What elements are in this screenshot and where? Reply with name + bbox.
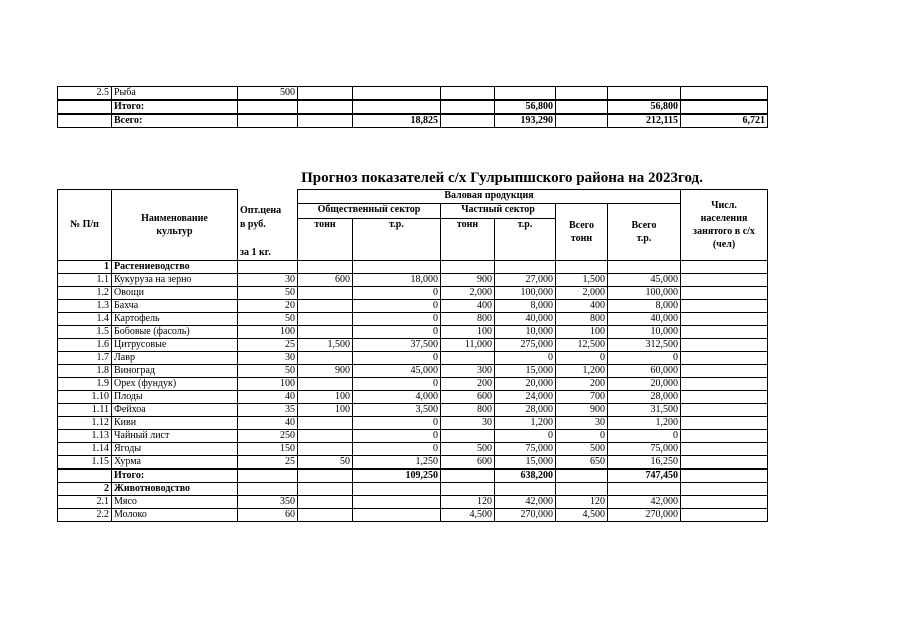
cell-num: 1.4 (58, 312, 112, 325)
cell-tot-r: 31,500 (608, 403, 681, 416)
cell-tot-r: 312,500 (608, 338, 681, 351)
header-total-tons-1: Всего (569, 219, 594, 231)
cell-priv-t (441, 469, 495, 483)
cell-priv-t: 400 (441, 299, 495, 312)
cell-priv-t: 30 (441, 416, 495, 429)
cell-pub-r: 0 (353, 299, 441, 312)
cell-name: Цитрусовые (112, 338, 238, 351)
cell-pub-t: 50 (298, 455, 353, 469)
table-row (58, 325, 768, 338)
cell-priv-t (441, 87, 495, 101)
header-total-rub-2: т.р. (636, 232, 652, 244)
cell-priv-t: 600 (441, 390, 495, 403)
cell-name: Фейхоа (112, 403, 238, 416)
cell-pub-t (298, 416, 353, 429)
cell-pub-t (298, 312, 353, 325)
cell-tot-t (556, 260, 608, 273)
cell-name: Плоды (112, 390, 238, 403)
cell-tot-t (556, 100, 608, 114)
forecast-body (58, 260, 768, 521)
cell-num: 1.5 (58, 325, 112, 338)
cell-priv-r: 10,000 (495, 325, 556, 338)
cell-num: 1.9 (58, 377, 112, 390)
cell-tot-r: 60,000 (608, 364, 681, 377)
cell-tot-r: 20,000 (608, 377, 681, 390)
cell-pub-r: 109,250 (353, 469, 441, 483)
cell-name: Животноводство (112, 482, 238, 495)
cell-pub-t: 100 (298, 390, 353, 403)
cell-pub-t (298, 299, 353, 312)
cell-price: 20 (238, 299, 298, 312)
cell-tot-t: 100 (556, 325, 608, 338)
cell-num: 1.7 (58, 351, 112, 364)
cell-tot-r: 8,000 (608, 299, 681, 312)
cell-pub-r (353, 87, 441, 101)
header-people-3: занятого в с/х (693, 225, 755, 237)
cell-price: 40 (238, 416, 298, 429)
cell-num: 1.11 (58, 403, 112, 416)
cell-priv-t: 2,000 (441, 286, 495, 299)
cell-pub-r: 0 (353, 377, 441, 390)
page-title: Прогноз показателей с/х Гулрыпшского района на 2023год. (301, 170, 703, 186)
cell-priv-r: 56,800 (495, 100, 556, 114)
cell-pub-r: 18,000 (353, 273, 441, 286)
header-total-rub-1: Всего (631, 219, 657, 231)
cell-priv-r: 270,000 (495, 508, 556, 521)
cell-num: 2.2 (58, 508, 112, 521)
top-summary-body (58, 87, 768, 128)
cell-name: Виноград (112, 364, 238, 377)
cell-price: 35 (238, 403, 298, 416)
cell-priv-t (441, 114, 495, 128)
cell-tot-t: 1,500 (556, 273, 608, 286)
cell-tot-t: 500 (556, 442, 608, 455)
cell-priv-t: 200 (441, 377, 495, 390)
cell-name: Бобовые (фасоль) (112, 325, 238, 338)
cell-priv-t: 800 (441, 403, 495, 416)
cell-priv-t: 300 (441, 364, 495, 377)
cell-priv-r: 638,200 (495, 469, 556, 483)
table-row (58, 351, 768, 364)
cell-num: 1.12 (58, 416, 112, 429)
cell-people (681, 495, 768, 508)
cell-priv-r: 28,000 (495, 403, 556, 416)
header-total-rub (608, 204, 681, 261)
cell-price: 500 (238, 87, 298, 101)
top-summary-table (57, 86, 768, 128)
cell-num: 1.3 (58, 299, 112, 312)
cell-pub-t (298, 351, 353, 364)
cell-tot-r: 28,000 (608, 390, 681, 403)
cell-people (681, 390, 768, 403)
header-public-tons: тонн (298, 218, 353, 260)
header-people-4: (чел) (712, 238, 736, 250)
cell-name: Всего: (112, 114, 238, 128)
table-row (58, 114, 768, 128)
cell-num: 1.6 (58, 338, 112, 351)
cell-price: 40 (238, 390, 298, 403)
cell-tot-r (608, 87, 681, 101)
cell-priv-r: 0 (495, 429, 556, 442)
cell-price: 150 (238, 442, 298, 455)
cell-priv-r: 15,000 (495, 455, 556, 469)
cell-tot-t: 800 (556, 312, 608, 325)
cell-tot-r: 0 (608, 429, 681, 442)
cell-pub-r: 0 (353, 286, 441, 299)
cell-name: Ягоды (112, 442, 238, 455)
cell-people (681, 325, 768, 338)
cell-pub-r: 0 (353, 442, 441, 455)
cell-people (681, 455, 768, 469)
table-row (58, 469, 768, 483)
cell-pub-r: 1,250 (353, 455, 441, 469)
cell-priv-t (441, 429, 495, 442)
header-public-rub: т.р. (353, 218, 441, 260)
cell-pub-t (298, 508, 353, 521)
table-row (58, 377, 768, 390)
cell-priv-r: 1,200 (495, 416, 556, 429)
cell-num: 2 (58, 482, 112, 495)
header-price-line2: в руб. (240, 218, 266, 230)
cell-priv-r: 20,000 (495, 377, 556, 390)
cell-priv-r: 40,000 (495, 312, 556, 325)
cell-tot-t: 700 (556, 390, 608, 403)
cell-pub-r: 45,000 (353, 364, 441, 377)
header-private-tons: тонн (441, 218, 495, 260)
cell-tot-r (608, 482, 681, 495)
cell-people (681, 377, 768, 390)
cell-people (681, 416, 768, 429)
cell-name: Орех (фундук) (112, 377, 238, 390)
cell-num: 1.13 (58, 429, 112, 442)
cell-num: 2.1 (58, 495, 112, 508)
table-row (58, 260, 768, 273)
cell-tot-t (556, 482, 608, 495)
cell-tot-t: 1,200 (556, 364, 608, 377)
cell-people (681, 260, 768, 273)
table-row (58, 364, 768, 377)
cell-price: 100 (238, 377, 298, 390)
cell-name: Картофель (112, 312, 238, 325)
cell-priv-t: 4,500 (441, 508, 495, 521)
cell-pub-t (298, 429, 353, 442)
cell-tot-r (608, 260, 681, 273)
table-row (58, 100, 768, 114)
cell-name: Хурма (112, 455, 238, 469)
header-total-tons (556, 204, 608, 261)
cell-tot-t: 0 (556, 351, 608, 364)
table-row (58, 286, 768, 299)
cell-pub-t (298, 114, 353, 128)
cell-pub-r: 37,500 (353, 338, 441, 351)
cell-name: Итого: (112, 469, 238, 483)
header-private: Частный сектор (441, 204, 556, 219)
cell-name: Мясо (112, 495, 238, 508)
cell-name: Овощи (112, 286, 238, 299)
cell-people (681, 286, 768, 299)
cell-price: 30 (238, 273, 298, 286)
cell-priv-r: 193,290 (495, 114, 556, 128)
cell-name: Рыба (112, 87, 238, 101)
cell-pub-r (353, 482, 441, 495)
cell-priv-t: 120 (441, 495, 495, 508)
cell-pub-r (353, 260, 441, 273)
header-row (58, 190, 768, 204)
cell-people (681, 338, 768, 351)
cell-people (681, 482, 768, 495)
cell-tot-t (556, 87, 608, 101)
header-num: № П/п (58, 190, 112, 261)
cell-pub-t (298, 495, 353, 508)
cell-people (681, 442, 768, 455)
table-row (58, 495, 768, 508)
cell-people (681, 403, 768, 416)
table-row (58, 338, 768, 351)
cell-pub-t (298, 377, 353, 390)
cell-priv-r: 27,000 (495, 273, 556, 286)
cell-pub-t (298, 286, 353, 299)
cell-people (681, 469, 768, 483)
cell-name: Растениеводство (112, 260, 238, 273)
table-row (58, 442, 768, 455)
cell-priv-r: 42,000 (495, 495, 556, 508)
cell-pub-r (353, 495, 441, 508)
cell-priv-r: 15,000 (495, 364, 556, 377)
forecast-table (57, 189, 768, 522)
cell-num: 1.10 (58, 390, 112, 403)
header-price-line3: за 1 кг. (240, 246, 271, 258)
cell-name: Лавр (112, 351, 238, 364)
cell-pub-t: 900 (298, 364, 353, 377)
cell-tot-t (556, 114, 608, 128)
cell-people (681, 429, 768, 442)
cell-tot-r: 75,000 (608, 442, 681, 455)
table-row (58, 273, 768, 286)
cell-priv-r (495, 260, 556, 273)
cell-tot-t: 400 (556, 299, 608, 312)
cell-tot-r: 42,000 (608, 495, 681, 508)
cell-tot-t: 200 (556, 377, 608, 390)
table-row (58, 482, 768, 495)
cell-priv-t (441, 260, 495, 273)
cell-tot-t: 0 (556, 429, 608, 442)
header-name (112, 190, 238, 261)
header-name-line2: культур (156, 225, 193, 237)
cell-num: 1.8 (58, 364, 112, 377)
cell-people (681, 87, 768, 101)
cell-priv-t: 100 (441, 325, 495, 338)
header-people-1: Числ. (711, 199, 737, 211)
cell-price: 50 (238, 312, 298, 325)
cell-price: 60 (238, 508, 298, 521)
cell-pub-t (298, 87, 353, 101)
cell-people (681, 100, 768, 114)
cell-num: 1.14 (58, 442, 112, 455)
cell-priv-t: 500 (441, 442, 495, 455)
cell-tot-t: 30 (556, 416, 608, 429)
cell-tot-r: 40,000 (608, 312, 681, 325)
header-total-tons-2: тонн (570, 232, 593, 244)
cell-tot-r: 1,200 (608, 416, 681, 429)
cell-name: Кукуруза на зерно (112, 273, 238, 286)
cell-tot-t: 12,500 (556, 338, 608, 351)
cell-tot-r: 212,115 (608, 114, 681, 128)
cell-priv-t: 11,000 (441, 338, 495, 351)
table-row (58, 429, 768, 442)
cell-people: 6,721 (681, 114, 768, 128)
cell-pub-r (353, 100, 441, 114)
table-row (58, 87, 768, 101)
cell-pub-t (298, 442, 353, 455)
cell-num (58, 469, 112, 483)
cell-priv-r: 24,000 (495, 390, 556, 403)
cell-pub-r (353, 508, 441, 521)
cell-pub-r: 0 (353, 351, 441, 364)
header-name-line1: Наименование (141, 212, 208, 224)
cell-num (58, 100, 112, 114)
cell-price: 50 (238, 364, 298, 377)
cell-price: 25 (238, 338, 298, 351)
cell-tot-t: 650 (556, 455, 608, 469)
cell-pub-t (298, 100, 353, 114)
table-row (58, 416, 768, 429)
cell-pub-t (298, 325, 353, 338)
cell-name: Киви (112, 416, 238, 429)
cell-price: 50 (238, 286, 298, 299)
cell-tot-t: 120 (556, 495, 608, 508)
header-private-rub: т.р. (495, 218, 556, 260)
cell-price: 250 (238, 429, 298, 442)
cell-priv-r (495, 482, 556, 495)
header-price (238, 190, 298, 261)
cell-priv-r: 8,000 (495, 299, 556, 312)
cell-name: Бахча (112, 299, 238, 312)
cell-pub-t (298, 482, 353, 495)
cell-tot-r: 56,800 (608, 100, 681, 114)
cell-people (681, 364, 768, 377)
cell-priv-t: 800 (441, 312, 495, 325)
cell-priv-r: 0 (495, 351, 556, 364)
cell-people (681, 299, 768, 312)
cell-num: 1.15 (58, 455, 112, 469)
cell-priv-r: 100,000 (495, 286, 556, 299)
cell-pub-t: 600 (298, 273, 353, 286)
cell-pub-r: 0 (353, 416, 441, 429)
cell-tot-r: 747,450 (608, 469, 681, 483)
cell-name: Молоко (112, 508, 238, 521)
cell-price: 100 (238, 325, 298, 338)
cell-pub-t: 100 (298, 403, 353, 416)
cell-priv-t: 600 (441, 455, 495, 469)
cell-price (238, 100, 298, 114)
cell-tot-t (556, 469, 608, 483)
cell-tot-t: 4,500 (556, 508, 608, 521)
cell-tot-r: 10,000 (608, 325, 681, 338)
cell-price: 30 (238, 351, 298, 364)
cell-priv-t: 900 (441, 273, 495, 286)
cell-num (58, 114, 112, 128)
cell-pub-r: 3,500 (353, 403, 441, 416)
cell-tot-r: 270,000 (608, 508, 681, 521)
cell-num: 1.1 (58, 273, 112, 286)
cell-name: Чайный лист (112, 429, 238, 442)
cell-num: 1.2 (58, 286, 112, 299)
cell-price: 25 (238, 455, 298, 469)
cell-pub-r: 0 (353, 312, 441, 325)
cell-pub-r: 0 (353, 325, 441, 338)
cell-price: 350 (238, 495, 298, 508)
table-row (58, 455, 768, 469)
cell-people (681, 273, 768, 286)
header-gross: Валовая продукция (298, 190, 681, 204)
table-row (58, 403, 768, 416)
cell-pub-t: 1,500 (298, 338, 353, 351)
cell-priv-t (441, 351, 495, 364)
cell-people (681, 351, 768, 364)
header-public: Общественный сектор (298, 204, 441, 219)
cell-num: 1 (58, 260, 112, 273)
table-row (58, 390, 768, 403)
cell-pub-t (298, 260, 353, 273)
cell-priv-r (495, 87, 556, 101)
cell-tot-r: 45,000 (608, 273, 681, 286)
cell-pub-r: 18,825 (353, 114, 441, 128)
cell-tot-r: 0 (608, 351, 681, 364)
cell-priv-t (441, 482, 495, 495)
cell-tot-t: 2,000 (556, 286, 608, 299)
cell-tot-t: 900 (556, 403, 608, 416)
cell-num: 2.5 (58, 87, 112, 101)
cell-price (238, 114, 298, 128)
cell-tot-r: 100,000 (608, 286, 681, 299)
table-row (58, 299, 768, 312)
header-people-2: населения (700, 212, 748, 224)
cell-priv-r: 75,000 (495, 442, 556, 455)
cell-priv-t (441, 100, 495, 114)
header-people (681, 190, 768, 261)
cell-priv-r: 275,000 (495, 338, 556, 351)
table-row (58, 508, 768, 521)
table-row (58, 312, 768, 325)
cell-tot-r: 16,250 (608, 455, 681, 469)
cell-name: Итого: (112, 100, 238, 114)
cell-people (681, 508, 768, 521)
cell-pub-t (298, 469, 353, 483)
cell-pub-r: 4,000 (353, 390, 441, 403)
cell-pub-r: 0 (353, 429, 441, 442)
header-price-line1: Опт.цена (240, 204, 282, 216)
cell-price (238, 482, 298, 495)
cell-price (238, 260, 298, 273)
cell-people (681, 312, 768, 325)
cell-price (238, 469, 298, 483)
